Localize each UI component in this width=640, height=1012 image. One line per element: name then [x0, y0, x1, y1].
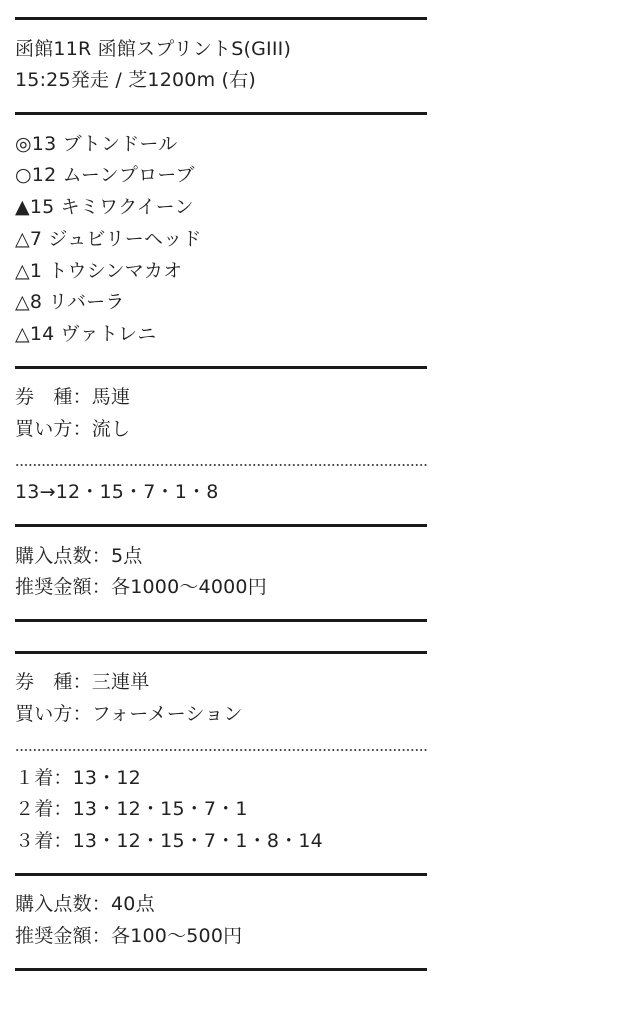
dotted-divider	[15, 446, 435, 478]
circle-mark-icon: ○	[15, 164, 32, 187]
divider-line	[15, 604, 435, 636]
bet-points: 購入点数：40点	[15, 893, 155, 916]
pick-text: 12 ムーンプローブ	[31, 164, 195, 187]
bet-method: 買い方：流し	[15, 417, 131, 440]
bet-points: 購入点数：5点	[15, 544, 143, 567]
pick-item	[15, 129, 435, 161]
bet-third-place: ３着：13・12・15・7・1・8・14	[15, 829, 323, 852]
bet-first-place: １着：13・12	[15, 766, 141, 789]
divider-line	[15, 509, 435, 541]
pick-text: 15 キミワクイーン	[29, 196, 194, 219]
bet-type: 券 種：三連単	[15, 671, 150, 694]
pick-text: 13 ブトンドール	[31, 132, 178, 155]
bet-method: 買い方：フォーメーション	[15, 703, 243, 726]
triangle-mark-icon: △	[15, 322, 30, 345]
dotted-divider	[15, 731, 435, 763]
bet-second-place: ２着：13・12・15・7・1	[15, 798, 248, 821]
triangle-mark-icon: △	[15, 291, 30, 314]
bet-amount: 推奨金額：各100〜500円	[15, 924, 243, 947]
prediction-article	[15, 2, 435, 984]
pick-text: 8 リバーラ	[29, 291, 125, 314]
pick-item	[15, 319, 435, 351]
bet-amount: 推奨金額：各1000〜4000円	[15, 576, 267, 599]
triangle-mark-icon: △	[15, 227, 30, 250]
picks-list	[15, 129, 435, 351]
bet-combination: 13→12・15・7・1・8	[15, 481, 219, 504]
divider-line	[15, 636, 435, 668]
race-title: 函館11R 函館スプリントS(GIII)	[15, 37, 292, 60]
bet-type: 券 種：馬連	[15, 386, 131, 409]
divider-line	[15, 858, 435, 890]
pick-text: 7 ジュビリーヘッド	[29, 227, 202, 250]
pick-item	[15, 287, 435, 319]
divider-line	[15, 2, 435, 34]
pick-item	[15, 256, 435, 288]
bet-section-umaren	[15, 382, 435, 604]
pick-item	[15, 160, 435, 192]
pick-item	[15, 192, 435, 224]
pick-text: 1 トウシンマカオ	[29, 259, 183, 282]
race-info: 15:25発走 / 芝1200m (右)	[15, 69, 256, 92]
double-circle-mark-icon: ◎	[15, 132, 32, 155]
divider-line	[15, 953, 435, 985]
pick-text: 14 ヴァトレニ	[29, 322, 157, 345]
triangle-mark-icon: △	[15, 259, 30, 282]
divider-line	[15, 97, 435, 129]
divider-line	[15, 351, 435, 383]
filled-triangle-mark-icon: ▲	[15, 196, 30, 219]
pick-item	[15, 224, 435, 256]
bet-section-trifecta	[15, 667, 435, 952]
